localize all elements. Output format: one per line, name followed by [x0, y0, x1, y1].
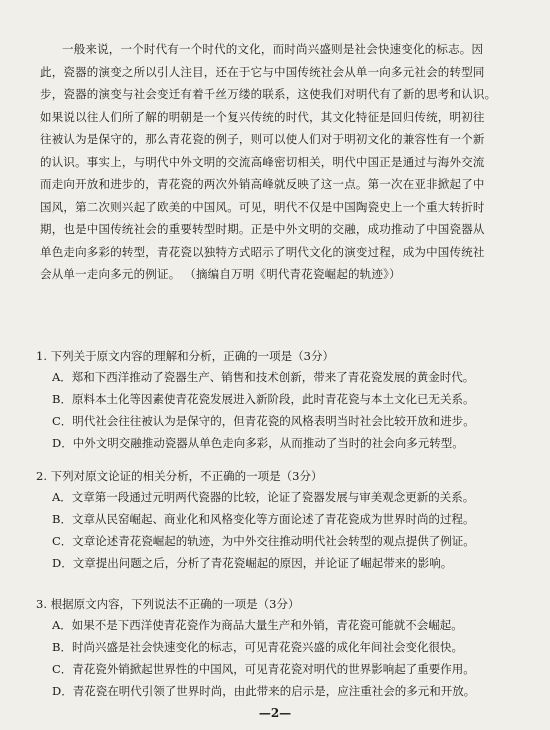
question-stem: 1. 下列关于原文内容的理解和分析，正确的一项是（3分）: [36, 349, 334, 363]
question-stem: 2. 下列对原文论证的相关分析，不正确的一项是（3分）: [36, 469, 323, 483]
answer-option-b: B．文章从民窑崛起、商业化和风格变化等方面论述了青花瓷成为世界时尚的过程。: [52, 512, 475, 526]
passage-line: 而走向开放和进步的，青花瓷的两次外销高峰就反映了这一点。第一次在亚非掀起了中: [40, 177, 485, 191]
answer-option-c: C．文章论述青花瓷崛起的轨迹，为中外交往推动明代社会转型的观点提供了例证。: [52, 534, 475, 548]
passage-line: 一般来说，一个时代有一个时代的文化，而时尚兴盛则是社会快速变化的标志。因: [62, 42, 484, 56]
question-stem: 3. 根据原文内容，下列说法不正确的一项是（3分）: [36, 597, 300, 611]
passage-line: 此，瓷器的演变之所以引人注目，还在于它与中国传统社会从单一向多元社会的转型同: [40, 64, 485, 79]
answer-option-d: D．青花瓷在明代引领了世界时尚，由此带来的启示是，应注重社会的多元和开放。: [52, 684, 476, 698]
answer-option-d: D．中外文明交融推动瓷器从单色走向多彩，从而推动了当时的社会向多元转型。: [52, 436, 464, 450]
answer-option-c: C．明代社会往往被认为是保守的，但青花瓷的风格表明当时社会比较开放和进步。: [52, 414, 475, 428]
passage-line: 期，也是中国传统社会的重要转型时期。正是中外文明的交融，成功推动了中国瓷器从: [40, 222, 485, 236]
passage-line: 的认识。事实上，与明代中外文明的交流高峰密切相关，明代中国正是通过与海外交流: [40, 154, 485, 169]
answer-option-b: B．原料本土化等因素使青花瓷发展进入新阶段，此时青花瓷与本土文化已无关系。: [52, 392, 475, 406]
passage-line: 步，瓷器的演变与社会变迁有着千丝万缕的联系，这使我们对明代有了新的思考和认识。: [40, 87, 497, 101]
answer-option-d: D．文章提出问题之后，分析了青花瓷崛起的原因，并论证了崛起带来的影响。: [52, 556, 453, 570]
page-number: —2—: [258, 706, 292, 720]
passage-line: 国风，第二次则兴起了欧美的中国风。可见，明代不仅是中国陶瓷史上一个重大转折时: [40, 199, 485, 214]
passage-line: 往被认为是保守的，那么青花瓷的例子，则可以使人们对于明初文化的兼容性有一个新: [40, 132, 485, 146]
question-3: [36, 594, 526, 702]
answer-option-c: C．青花瓷外销掀起世界性的中国风，可见青花瓷对明代的世界影响起了重要作用。: [52, 662, 475, 676]
passage-line: 会从单一走向多元的例证。 （摘编自万明《明代青花瓷崛起的轨迹》）: [40, 267, 401, 281]
answer-option-b: B．时尚兴盛是社会快速变化的标志，可见青花瓷兴盛的成化年间社会变化很快。: [52, 640, 463, 654]
reading-passage: [40, 38, 518, 286]
question-1: [36, 346, 526, 454]
question-2: [36, 466, 526, 574]
passage-line: 单色走向多彩的转型，青花瓷以独特方式昭示了明代文化的演变过程，成为中国传统社: [40, 244, 485, 259]
answer-option-a: A．文章第一段通过元明两代瓷器的比较，论证了瓷器发展与审美观念更新的关系。: [52, 490, 475, 504]
passage-line: 如果说以往人们所了解的明朝是一个复兴传统的时代，其文化特征是回归传统，明初往: [40, 109, 485, 124]
answer-option-a: A．郑和下西洋推动了瓷器生产、销售和技术创新，带来了青花瓷发展的黄金时代。: [52, 370, 475, 384]
answer-option-a: A．如果不是下西洋使青花瓷作为商品大量生产和外销，青花瓷可能就不会崛起。: [52, 618, 463, 632]
